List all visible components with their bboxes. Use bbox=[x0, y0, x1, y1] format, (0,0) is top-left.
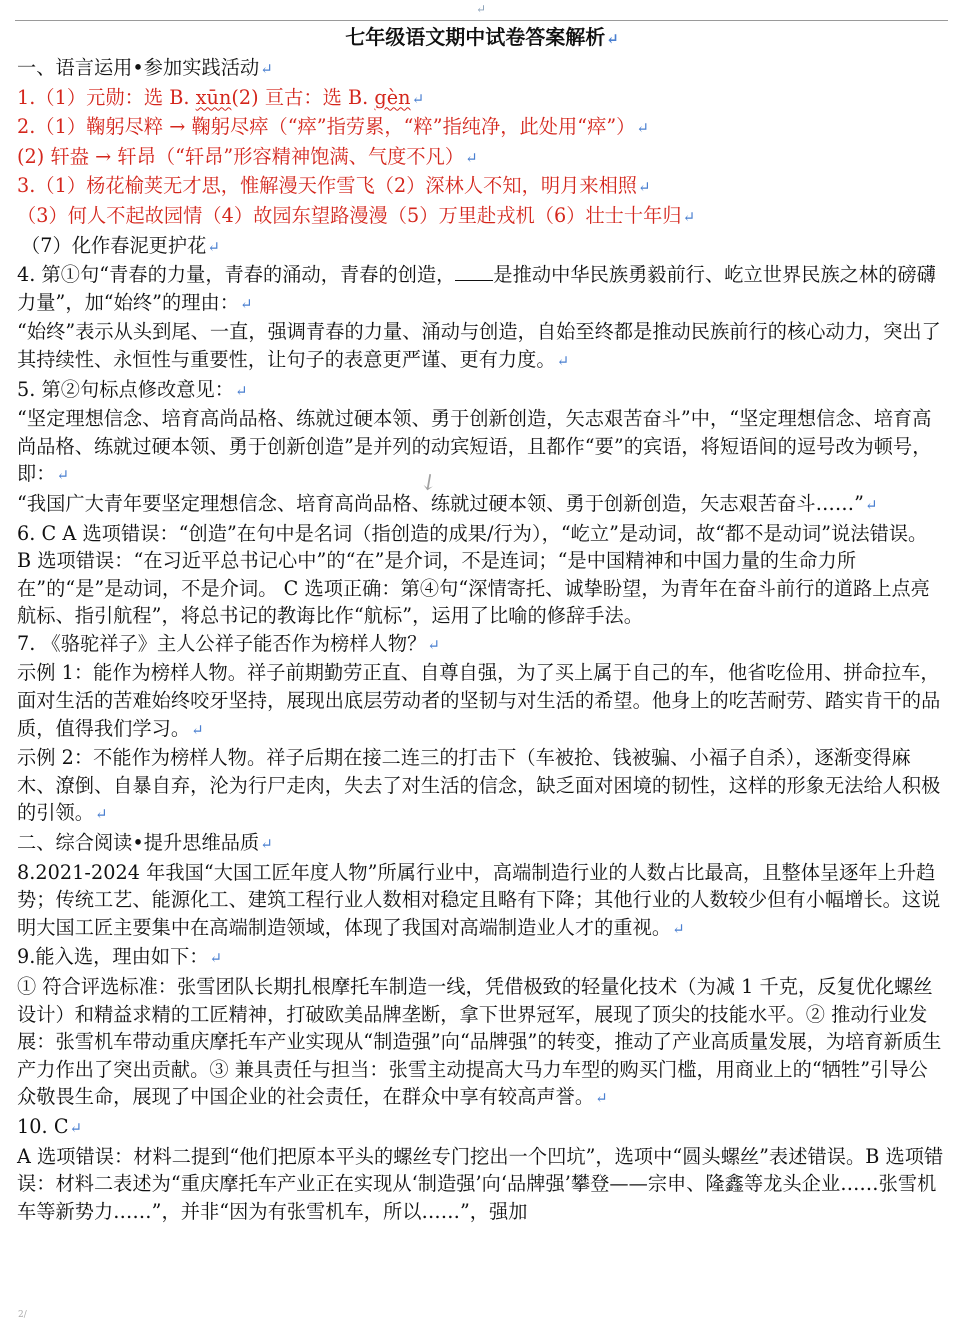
answer-q3-1 bbox=[17, 172, 947, 202]
top-marker bbox=[0, 0, 960, 22]
watermark-arrow-icon: ↙ bbox=[414, 466, 444, 499]
answer-q3-3 bbox=[17, 232, 947, 262]
answer-q5-2 bbox=[17, 490, 947, 520]
q7-example-1-text: 示例 1：能作为榜样人物。祥子前期勤劳正直、自尊自强，为了买上属于自己的车，他省吃俭用、拼命拉车，面对生活的苦难始终咬牙坚持，展现出底层劳动者的坚韧与对生活的希望。他身上的吃苦耐劳、踏实肯干的品质，值得我们学习。 bbox=[17, 661, 941, 740]
answer-q10 bbox=[17, 1113, 947, 1143]
paragraph-mark-icon: ↵ bbox=[234, 381, 248, 400]
answer-q2-1 bbox=[17, 113, 947, 143]
paragraph-mark-icon: ↵ bbox=[69, 1118, 83, 1137]
paragraph-mark-icon: ↵ bbox=[260, 60, 273, 78]
document-body bbox=[17, 24, 947, 1225]
answer-q5-1 bbox=[17, 405, 947, 490]
paragraph-mark-icon: ↵ bbox=[465, 148, 478, 167]
q4-text-post: 是推动中华民族勇毅前行、屹立世界民族之林的磅礴力量”，加“始终”的理由： bbox=[17, 263, 936, 314]
q5-answer-2-text: “我国广大青年要坚定理想信念、培育高尚品格、练就过硬本领、勇于创新创造，矢志艰苦奋斗……” bbox=[17, 491, 864, 515]
paragraph-mark-icon: ↵ bbox=[638, 178, 651, 197]
answer-q10-explanation bbox=[17, 1143, 947, 1226]
paragraph-mark-icon: ↵ bbox=[209, 949, 223, 968]
q5-text: 5. 第②句标点修改意见： bbox=[17, 377, 234, 401]
section-heading bbox=[17, 829, 947, 859]
q3-2-text: （3）何人不起故园情（4）故园东望路漫漫（5）万里赴戎机（6）壮士十年归 bbox=[17, 203, 682, 227]
answer-q7-example-1 bbox=[17, 659, 947, 744]
fill-blank bbox=[455, 266, 493, 281]
paragraph-mark-icon: ↵ bbox=[191, 720, 204, 739]
section-1-text: 一、语言运用•参加实践活动 bbox=[17, 56, 260, 79]
paragraph-mark-icon: ↵ bbox=[207, 237, 221, 256]
q5-answer-1-text: “坚定理想信念、培育高尚品格、练就过硬本领、勇于创新创造，矢志艰苦奋斗”中，“坚定理想信念、培育高尚品格、练就过硬本领、勇于创新创造”是并列的动宾短语，且都作“要”的宾语，将短语间的逗号改为顿号，即： bbox=[17, 407, 932, 486]
answer-q7-example-2 bbox=[17, 744, 947, 829]
q6-text: 6. C A 选项错误：“创造”在句中是名词（指创造的成果/行为），“屹立”是动词，故“都不是动词”说法错误。 B 选项错误：“在习近平总书记心中”的“在”是介词，不是连词；“是中国精神和中国力量的生命力所在”的“是”是动词，不是介词。 C 选项正确：第④句“深情寄托、诚挚盼望，为青年在奋斗前行的道路上点亮航标、指引航程”，将总书记的教诲比作“航标”，运用了比喻的修辞手法。 bbox=[17, 521, 930, 628]
q4-text-pre: 4. 第①句“青春的力量，青春的涌动，青春的创造， bbox=[17, 263, 456, 287]
question-q7 bbox=[17, 630, 947, 660]
header-rule bbox=[15, 20, 948, 21]
q3-3-text: （7）化作春泥更护花 bbox=[21, 233, 207, 257]
q10-answer-text: A 选项错误：材料二提到“他们把原本平头的螺丝专门挖出一个凹坑”，选项中“圆头螺丝”表述错误。B 选项错误：材料二表述为“重庆摩托车产业正在实现从‘制造强’向‘品牌强’攀登——宗申、隆鑫等龙头企业……张雪机车等新势力……”，并非“因为有张雪机车，所以……”，强加 bbox=[17, 1144, 944, 1223]
q7-example-2-text: 示例 2：不能作为榜样人物。祥子后期在接二连三的打击下（车被抢、钱被骗、小福子自杀），逐渐变得麻木、潦倒、自暴自弃，沦为行尸走肉，失去了对生活的信念，缺乏面对困境的韧性，这样的形象无法给人积极的引领。 bbox=[17, 746, 941, 825]
paragraph-mark-icon: ↵ bbox=[56, 466, 70, 485]
answer-q4 bbox=[17, 318, 947, 375]
paragraph-mark-icon: ↵ bbox=[636, 119, 650, 138]
paragraph-mark-icon: ↵ bbox=[260, 835, 273, 854]
question-q5 bbox=[17, 376, 947, 406]
q4-answer-text: “始终”表示从头到尾、一直，强调青春的力量、涌动与创造，自始至终都是推动民族前行的核心动力，突出了其持续性、永恒性与重要性，让句子的表意更严谨、更有力度。 bbox=[17, 320, 941, 371]
q9-answer-text: ① 符合评选标准：张雪团队长期扎根摩托车制造一线，凭借极致的轻量化技术（为减 1 千克，反复优化螺丝设计）和精益求精的工匠精神，打破欧美品牌垄断，拿下世界冠军，展现了顶尖的技能水平。② 推动行业发展：张雪机车带动重庆摩托车产业实现从“制造强”向“品牌强”的转变，推动了产业高质量发展，为培育新质生产力作出了突出贡献。③ 兼具责任与担当：张雪主动提高大马力车型的购买门槛，用商业上的“牺牲”引导公众敬畏生命，展现了中国企业的社会责任，在群众中享有较高声誉。 bbox=[17, 975, 942, 1109]
page-corner-mark: 2/ bbox=[18, 1310, 27, 1320]
q7-text: 7. 《骆驼祥子》主人公祥子能否作为榜样人物？ bbox=[17, 631, 427, 655]
paragraph-mark-icon: ↵ bbox=[864, 495, 878, 514]
paragraph-mark-icon: ↵ bbox=[411, 89, 425, 108]
q9-text: 9.能入选，理由如下： bbox=[17, 945, 209, 969]
section-heading bbox=[17, 54, 947, 84]
q1-part-a: 1.（1）元勋：选 B. bbox=[17, 85, 196, 109]
paragraph-mark-icon: ↵ bbox=[427, 635, 440, 654]
q1-pinyin-a: xūn bbox=[195, 85, 232, 109]
section-2-text: 二、综合阅读•提升思维品质 bbox=[17, 831, 260, 855]
q8-text: 8.2021-2024 年我国“大国工匠年度人物”所属行业中，高端制造行业的人数占比最高，且整体呈逐年上升趋势；传统工艺、能源化工、建筑工程行业人数相对稳定且略有下降；其他行业的人数较少但有小幅增长。这说明大国工匠主要集中在高端制造领域，体现了我国对高端制造业人才的重视。 bbox=[17, 860, 941, 939]
paragraph-mark-icon: ↵ bbox=[476, 2, 487, 16]
paragraph-mark-icon: ↵ bbox=[556, 351, 570, 370]
paragraph-mark-icon: ↵ bbox=[595, 1089, 608, 1108]
title-text: 七年级语文期中试卷答案解析 bbox=[345, 25, 606, 49]
answer-q9 bbox=[17, 973, 947, 1113]
question-q9 bbox=[17, 943, 947, 973]
answer-q3-2 bbox=[17, 202, 947, 232]
q1-pinyin-b: gèn bbox=[374, 85, 411, 109]
page-title bbox=[17, 24, 947, 52]
paragraph-mark-icon: ↵ bbox=[94, 805, 108, 824]
paragraph-mark-icon: ↵ bbox=[682, 207, 696, 226]
q2-2-text: (2) 轩盎 → 轩昂（“轩昂”形容精神饱满、气度不凡） bbox=[17, 144, 465, 168]
paragraph-mark-icon: ↵ bbox=[606, 30, 619, 48]
q2-1-text: 2.（1）鞠躬尽粹 → 鞠躬尽瘁（“瘁”指劳累，“粹”指纯净，此处用“瘁”） bbox=[17, 115, 636, 139]
q10-text: 10. C bbox=[17, 1114, 69, 1138]
answer-q6 bbox=[17, 520, 947, 630]
paragraph-mark-icon: ↵ bbox=[672, 919, 685, 938]
answer-q1 bbox=[17, 84, 947, 114]
answer-q2-2 bbox=[17, 143, 947, 173]
q1-part-b: (2) 亘古：选 B. bbox=[231, 85, 375, 109]
q3-1-text: 3.（1）杨花榆荚无才思，惟解漫天作雪飞（2）深林人不知，明月来相照 bbox=[17, 174, 638, 198]
answer-q8 bbox=[17, 859, 947, 944]
paragraph-mark-icon: ↵ bbox=[239, 294, 253, 313]
question-q4 bbox=[17, 261, 947, 318]
